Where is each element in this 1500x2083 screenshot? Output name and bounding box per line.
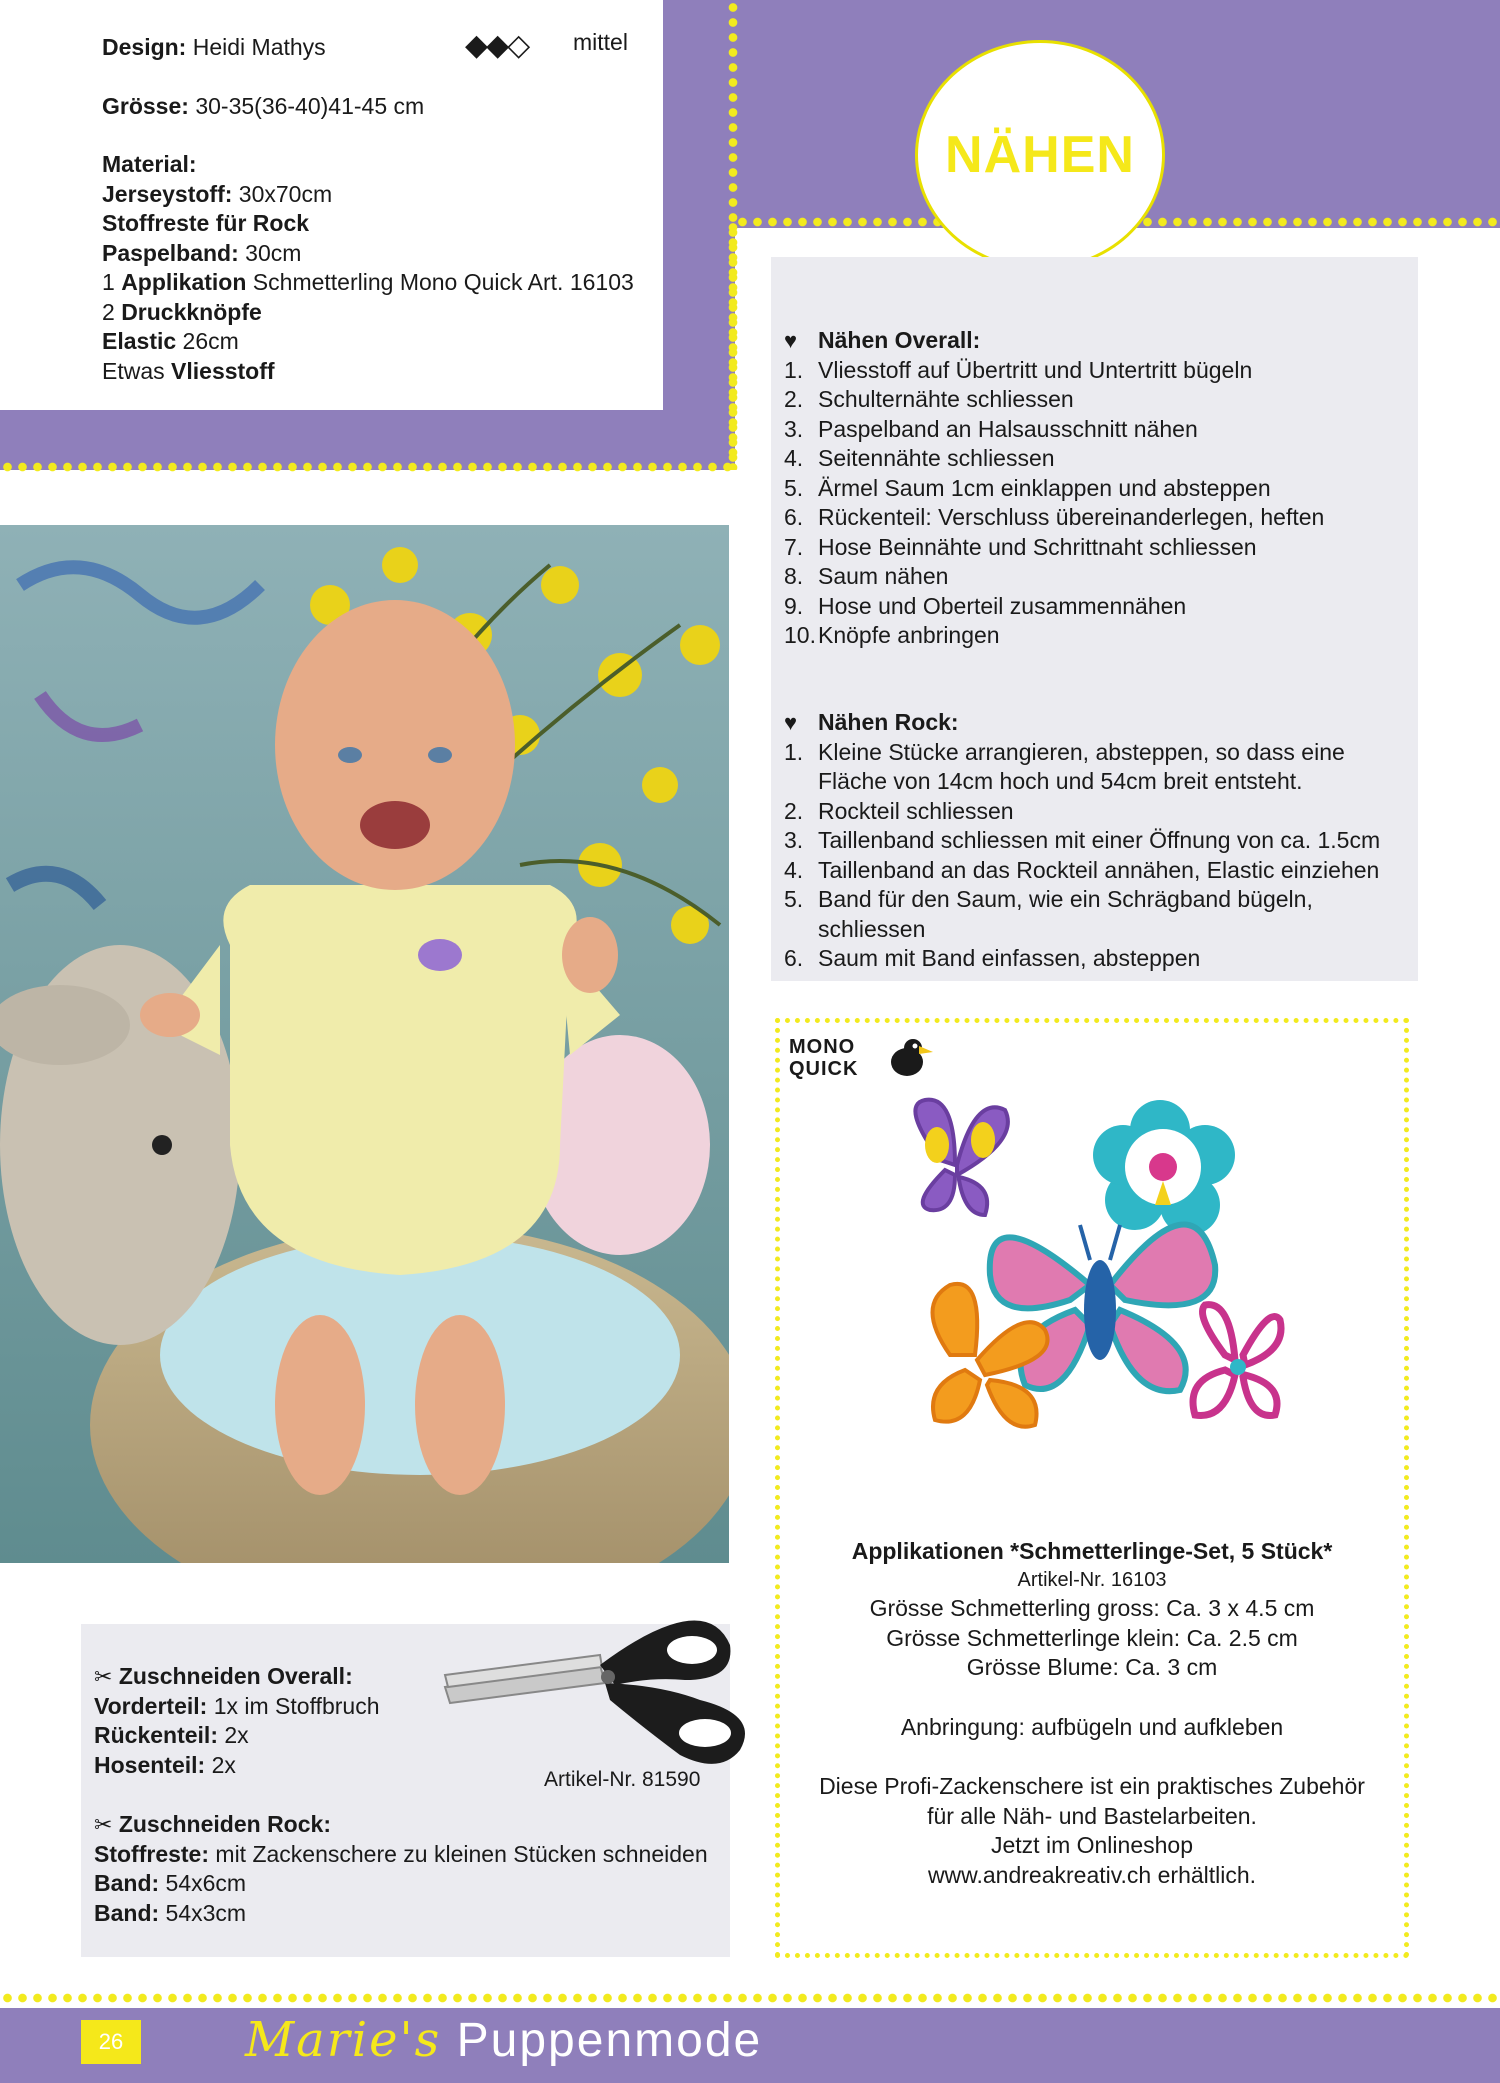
brand-line-1: MONO bbox=[789, 1036, 856, 1058]
material-item bbox=[102, 357, 634, 387]
difficulty-symbols: ◆◆◇ bbox=[465, 29, 529, 62]
appliques-image bbox=[895, 1085, 1295, 1455]
material-item bbox=[102, 239, 634, 269]
instruction-step bbox=[784, 503, 1409, 533]
material-name: Elastic bbox=[102, 328, 177, 354]
instruction-step bbox=[784, 621, 1409, 651]
overall-heading: Nähen Overall: bbox=[818, 327, 981, 353]
material-item bbox=[102, 298, 634, 328]
instruction-step bbox=[784, 856, 1409, 886]
material-name: Druckknöpfe bbox=[121, 298, 262, 325]
cutting-item bbox=[94, 1840, 708, 1870]
instruction-step bbox=[784, 944, 1409, 974]
product-size-line: Grösse Schmetterlinge klein: Ca. 2.5 cm bbox=[886, 1624, 1298, 1651]
product-info bbox=[780, 1536, 1404, 1890]
step-text: Ärmel Saum 1cm einklappen und absteppen bbox=[818, 474, 1271, 501]
cutting-item bbox=[94, 1869, 708, 1899]
step-number: 2. bbox=[784, 386, 804, 412]
material-item bbox=[102, 268, 634, 298]
step-number: 10. bbox=[784, 622, 816, 648]
step-text: Seitennähte schliessen bbox=[818, 445, 1055, 471]
step-text: Taillenband schliessen mit einer Öffnung von ca. 1.5cm bbox=[818, 827, 1381, 853]
step-text: Vliesstoff auf Übertritt und Untertritt bügeln bbox=[818, 356, 1253, 383]
instruction-step bbox=[784, 474, 1409, 504]
material-name: Stoffreste für Rock bbox=[102, 210, 310, 236]
cutting-detail: 2x bbox=[205, 1751, 236, 1778]
instruction-step bbox=[784, 415, 1409, 445]
step-number: 1. bbox=[784, 738, 804, 765]
step-number: 9. bbox=[784, 592, 804, 619]
instruction-step bbox=[784, 738, 1409, 797]
dotted-divider-left bbox=[0, 462, 738, 472]
instruction-step bbox=[784, 562, 1409, 592]
step-number: 2. bbox=[784, 797, 804, 824]
design-label: Design: bbox=[102, 34, 187, 60]
cutting-part: Hosenteil: bbox=[94, 1751, 206, 1778]
overall-instructions bbox=[784, 326, 1409, 651]
cutting-item bbox=[94, 1751, 379, 1781]
step-text: Knöpfe anbringen bbox=[818, 622, 1000, 648]
step-number: 8. bbox=[784, 563, 804, 589]
product-size-line: Grösse Blume: Ca. 3 cm bbox=[966, 1654, 1218, 1680]
material-detail: Schmetterling Mono Quick Art. 16103 bbox=[246, 269, 634, 295]
step-text: Rückenteil: Verschluss übereinanderlegen, heften bbox=[818, 504, 1325, 530]
heart-icon: ♥ bbox=[784, 328, 798, 353]
material-detail: 30x70cm bbox=[232, 180, 333, 207]
rock-instructions bbox=[784, 708, 1409, 974]
step-number: 5. bbox=[784, 886, 804, 912]
cutting-part: Band: bbox=[94, 1870, 160, 1896]
size-line bbox=[102, 92, 424, 122]
step-number: 6. bbox=[784, 504, 804, 530]
material-name: Jerseystoff: bbox=[102, 180, 233, 207]
cutting-part: Rückenteil: bbox=[94, 1722, 218, 1748]
cutting-overall bbox=[94, 1662, 379, 1780]
cutting-item bbox=[94, 1899, 708, 1929]
appliques-illustration bbox=[895, 1085, 1295, 1455]
material-name: Applikation bbox=[121, 269, 247, 295]
instruction-step bbox=[784, 356, 1409, 386]
design-value: Heidi Mathys bbox=[192, 34, 326, 60]
instruction-step bbox=[784, 885, 1409, 944]
page-number: 26 bbox=[98, 2029, 124, 2054]
cutting-part: Vorderteil: bbox=[94, 1692, 208, 1719]
instruction-step bbox=[784, 826, 1409, 856]
step-text: Rockteil schliessen bbox=[818, 797, 1014, 824]
cutting-overall-heading: Zuschneiden Overall: bbox=[118, 1663, 353, 1689]
doll-photo bbox=[0, 525, 729, 1563]
scissors-article: Artikel-Nr. 81590 bbox=[544, 1768, 701, 1791]
butterfly-pink-icon bbox=[990, 1225, 1215, 1392]
product-article: Artikel-Nr. 16103 bbox=[1017, 1569, 1167, 1591]
rock-heading: Nähen Rock: bbox=[818, 709, 959, 735]
promo-line: www.andreakreativ.ch erhältlich. bbox=[927, 1861, 1257, 1888]
material-heading: Material: bbox=[102, 151, 197, 177]
cutting-item bbox=[94, 1692, 379, 1722]
step-number: 7. bbox=[784, 533, 804, 560]
step-text: Hose und Oberteil zusammennähen bbox=[818, 592, 1187, 619]
section-title: NÄHEN bbox=[945, 126, 1135, 184]
instruction-step bbox=[784, 385, 1409, 415]
doll-illustration bbox=[0, 525, 729, 1563]
raven-icon bbox=[885, 1036, 933, 1080]
naehen-badge bbox=[915, 40, 1165, 270]
step-text: Saum mit Band einfassen, absteppen bbox=[818, 945, 1201, 971]
instruction-step bbox=[784, 444, 1409, 474]
step-text: Hose Beinnähte und Schrittnaht schliessen bbox=[818, 533, 1257, 560]
brand-line-2: QUICK bbox=[789, 1058, 859, 1080]
product-size-line: Grösse Schmetterling gross: Ca. 3 x 4.5 cm bbox=[869, 1595, 1315, 1621]
material-detail: 26cm bbox=[176, 328, 239, 354]
cutting-detail: 54x6cm bbox=[159, 1870, 247, 1896]
flower-icon bbox=[1093, 1100, 1235, 1235]
heart-icon: ♥ bbox=[784, 710, 798, 735]
material-list bbox=[102, 150, 634, 386]
step-text: Paspelband an Halsausschnitt nähen bbox=[818, 415, 1198, 442]
step-text: Kleine Stücke arrangieren, absteppen, so dass eine Fläche von 14cm hoch und 54cm breit entsteht. bbox=[818, 738, 1345, 794]
instruction-step bbox=[784, 797, 1409, 827]
material-item bbox=[102, 327, 634, 357]
scissors-icon: ✂ bbox=[94, 1812, 113, 1837]
footer-dotted-line bbox=[0, 1993, 1500, 2003]
material-item bbox=[102, 180, 634, 210]
dotted-divider-vertical-right bbox=[728, 220, 738, 470]
cutting-detail: 2x bbox=[217, 1722, 249, 1748]
size-value: 30-35(36-40)41-45 cm bbox=[195, 93, 425, 119]
cutting-detail: mit Zackenschere zu kleinen Stücken schneiden bbox=[209, 1840, 708, 1867]
material-prefix: 2 bbox=[102, 298, 122, 325]
pinking-scissors-icon bbox=[440, 1605, 770, 1775]
butterfly-magenta-icon bbox=[1193, 1305, 1281, 1416]
step-number: 6. bbox=[784, 945, 804, 971]
material-name: Vliesstoff bbox=[171, 357, 275, 384]
instruction-step bbox=[784, 533, 1409, 563]
material-item bbox=[102, 209, 634, 239]
step-text: Schulternähte schliessen bbox=[818, 386, 1074, 412]
cutting-item bbox=[94, 1721, 379, 1751]
product-title: Applikationen *Schmetterlinge-Set, 5 Stück* bbox=[851, 1538, 1333, 1564]
promo-line: für alle Näh- und Bastelarbeiten. bbox=[927, 1802, 1257, 1829]
promo-line: Jetzt im Onlineshop bbox=[991, 1832, 1193, 1858]
step-number: 1. bbox=[784, 356, 804, 383]
instruction-step bbox=[784, 592, 1409, 622]
material-detail: 30cm bbox=[238, 239, 302, 266]
step-text: Band für den Saum, wie ein Schrägband bügeln, schliessen bbox=[818, 886, 1313, 942]
pinking-scissors-image bbox=[440, 1605, 770, 1775]
size-label: Grösse: bbox=[102, 93, 189, 119]
cutting-rock bbox=[94, 1810, 708, 1928]
footer-title-main: Puppenmode bbox=[456, 2014, 763, 2067]
cutting-part: Band: bbox=[94, 1899, 160, 1926]
footer-title bbox=[245, 2012, 762, 2068]
cutting-detail: 1x im Stoffbruch bbox=[207, 1692, 380, 1719]
step-number: 4. bbox=[784, 856, 804, 883]
material-name: Paspelband: bbox=[102, 239, 239, 266]
difficulty-text: mittel bbox=[573, 29, 628, 55]
material-prefix: Etwas bbox=[102, 357, 172, 384]
step-number: 5. bbox=[784, 474, 804, 501]
cutting-part: Stoffreste: bbox=[94, 1840, 210, 1867]
mono-quick-logo bbox=[789, 1036, 969, 1084]
page-number-box bbox=[81, 2020, 141, 2064]
design-line bbox=[102, 33, 326, 63]
promo-line: Diese Profi-Zackenschere ist ein praktisches Zubehör bbox=[819, 1773, 1365, 1799]
cutting-rock-heading: Zuschneiden Rock: bbox=[118, 1811, 331, 1837]
butterfly-purple-icon bbox=[915, 1100, 1008, 1215]
step-number: 3. bbox=[784, 415, 804, 442]
footer-title-script: Marie's bbox=[245, 2012, 442, 2068]
product-attach: Anbringung: aufbügeln und aufkleben bbox=[900, 1713, 1284, 1740]
step-number: 4. bbox=[784, 445, 804, 471]
step-number: 3. bbox=[784, 827, 804, 853]
cutting-detail: 54x3cm bbox=[159, 1899, 247, 1926]
step-text: Taillenband an das Rockteil annähen, Elastic einziehen bbox=[818, 856, 1380, 883]
material-prefix: 1 bbox=[102, 269, 122, 295]
scissors-icon: ✂ bbox=[94, 1664, 113, 1689]
step-text: Saum nähen bbox=[818, 563, 949, 589]
